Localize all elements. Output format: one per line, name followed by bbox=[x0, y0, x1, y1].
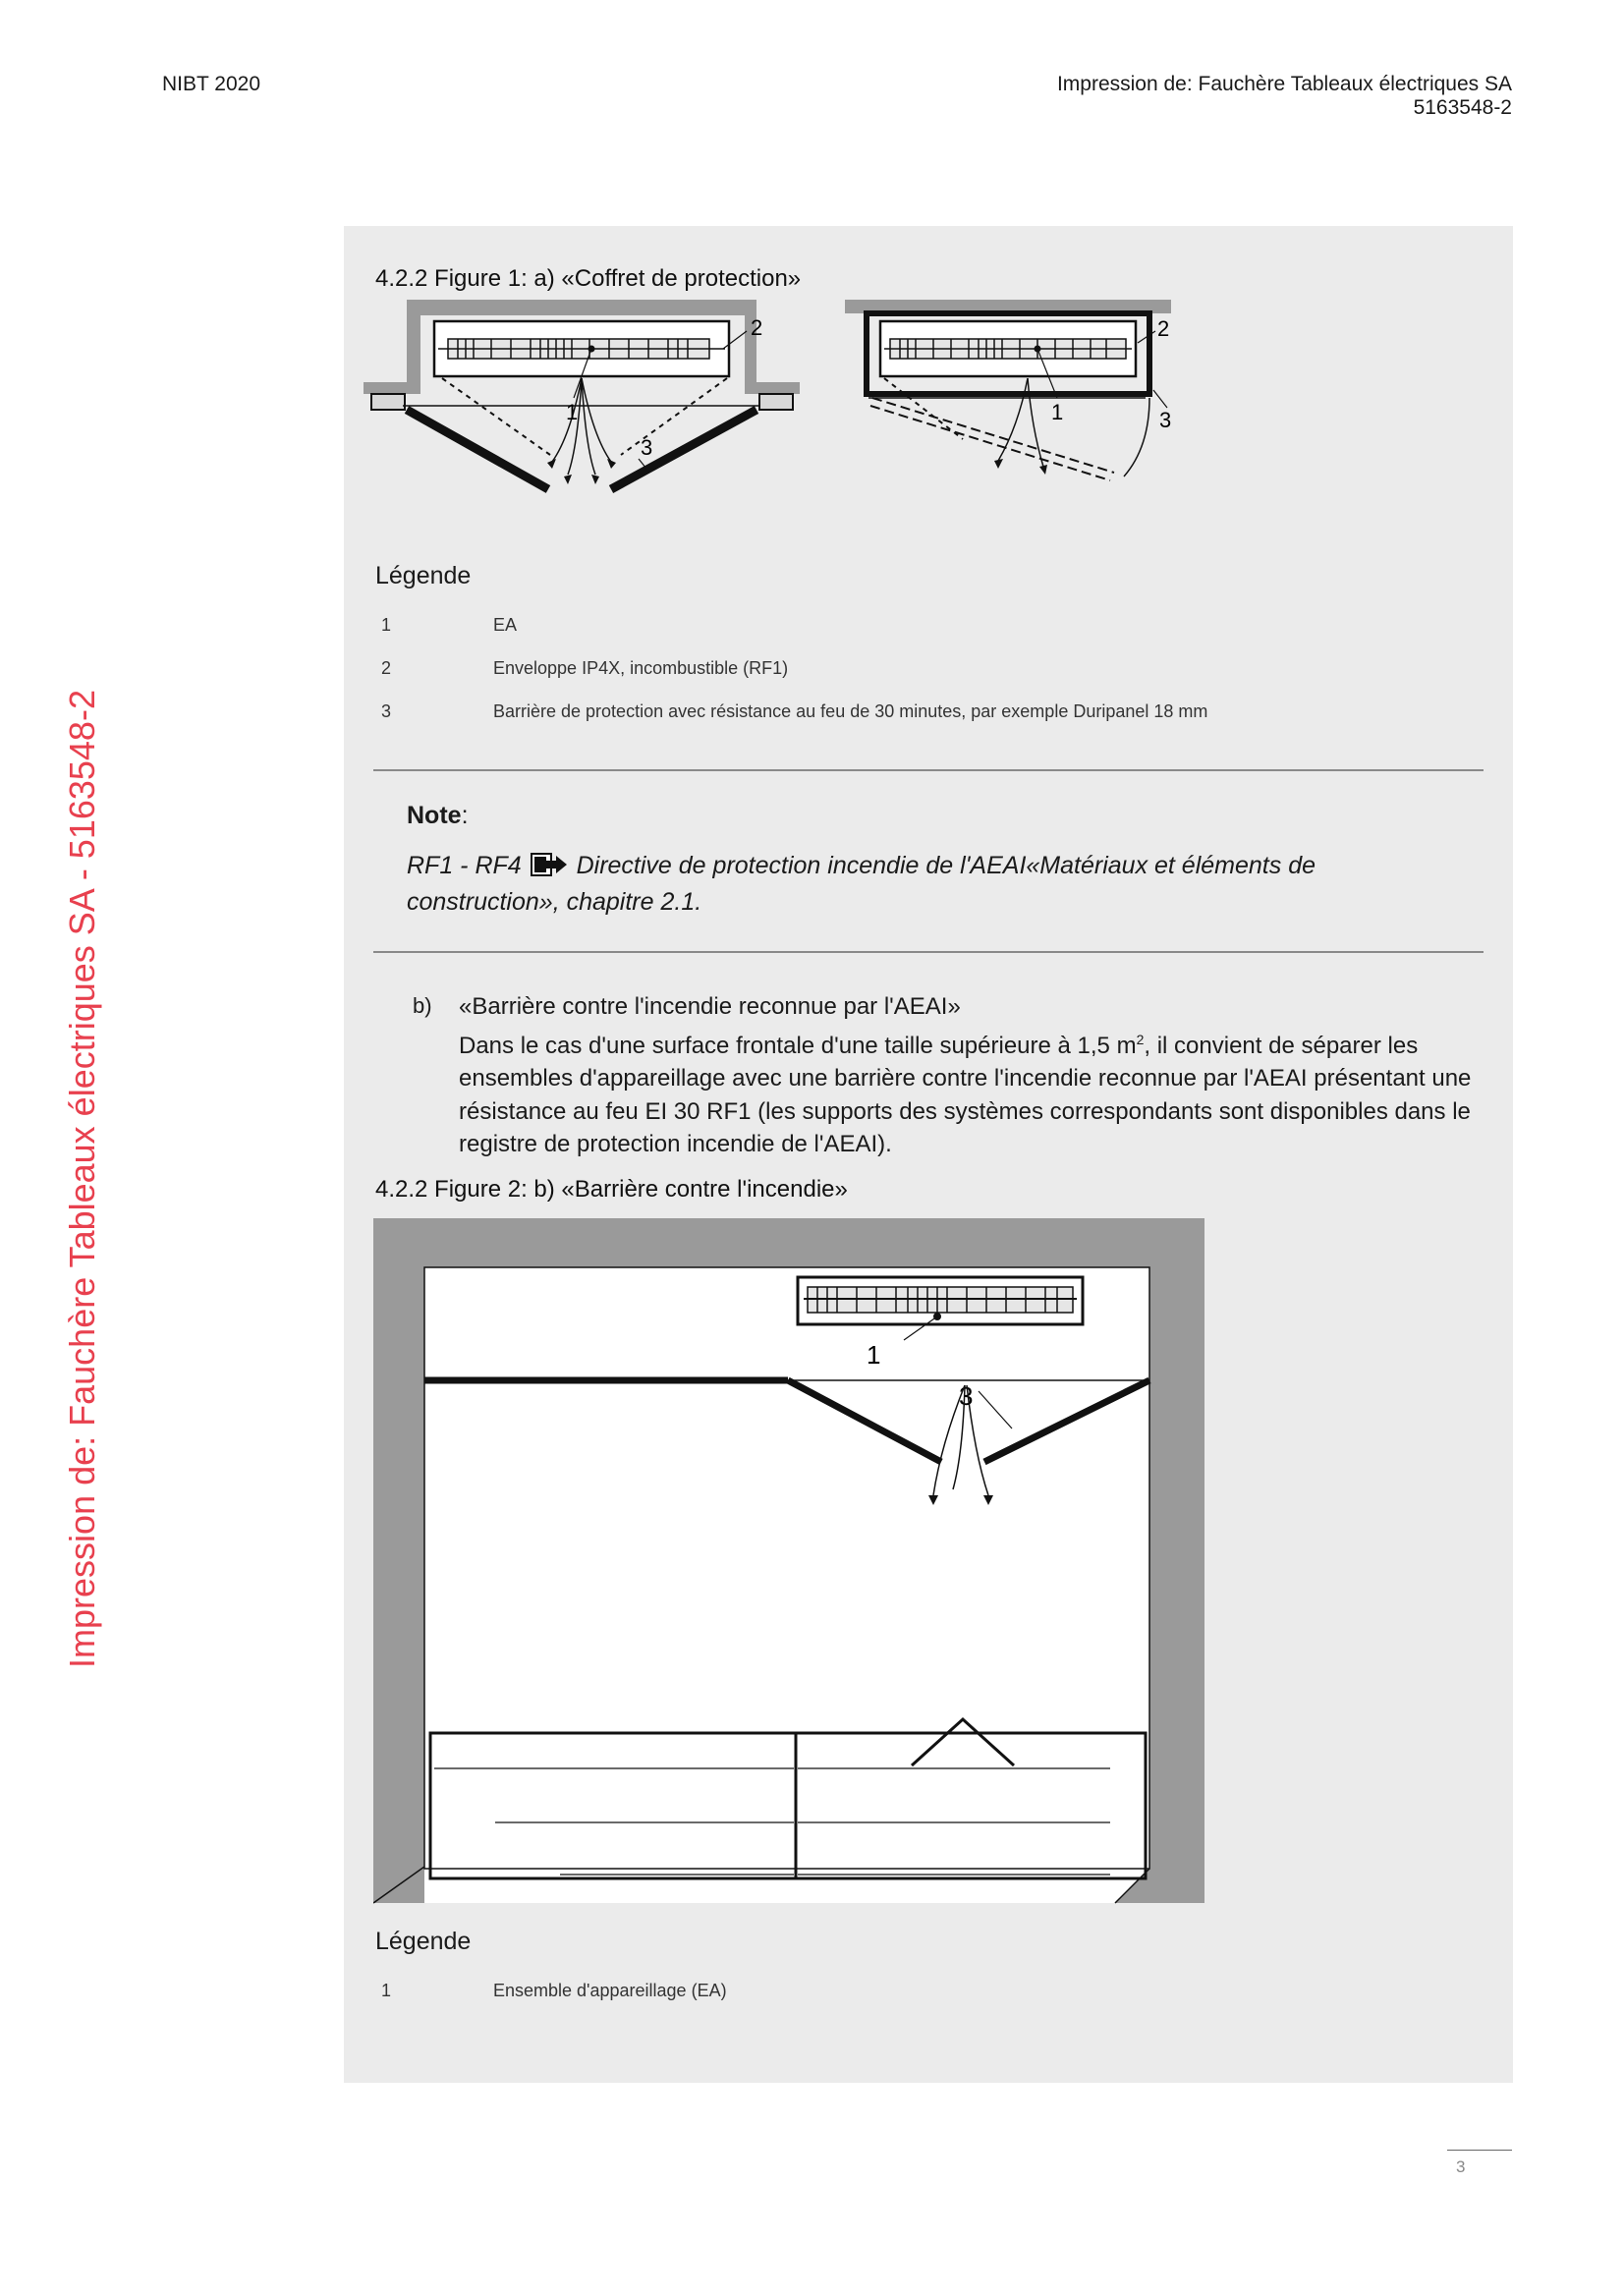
section-b-body: Dans le cas d'une surface frontale d'une taille supérieure à 1,5 $m^2$, il convient de séparer les ensembles d'appareillage avec une barrière contre l'incendie reconnue par l'AEAI présentant une résistance au feu EI 30 RF1 (les supports des systèmes correspondants sont disponibles dans le registre de protection incendie de l'AEAI). bbox=[459, 1031, 1472, 1157]
section-b-text bbox=[459, 990, 1490, 1161]
frame-left bbox=[371, 394, 405, 410]
legend1-text-2: Enveloppe IP4X, incombustible (RF1) bbox=[493, 658, 789, 678]
callout-2-right: 2 bbox=[1157, 316, 1170, 341]
header-left: NIBT 2020 bbox=[162, 73, 261, 95]
note-rule-top bbox=[373, 769, 1484, 771]
content-panel bbox=[344, 226, 1513, 2083]
legend1-num-3: 3 bbox=[381, 701, 392, 721]
figure2-title: 4.2.2 Figure 2: b) «Barrière contre l'incendie» bbox=[375, 1176, 848, 1203]
figure1-diagram bbox=[364, 300, 1208, 535]
callout-3-left: 3 bbox=[641, 435, 653, 460]
frame-right bbox=[759, 394, 793, 410]
header-printed-for: Impression de: Fauchère Tableaux électriques SA bbox=[1056, 73, 1512, 95]
note-ref: RF1 - RF4 bbox=[407, 852, 522, 879]
callout-2-left: 2 bbox=[751, 315, 763, 340]
fig2-callout-3: 3 bbox=[959, 1381, 974, 1411]
section-b-title: «Barrière contre l'incendie reconnue par l'AEAI» bbox=[459, 993, 961, 1020]
header-right bbox=[1057, 73, 1512, 120]
callout-1-left: 1 bbox=[566, 400, 579, 424]
figure2-diagram bbox=[373, 1218, 1218, 1916]
callout-1-right: 1 bbox=[1051, 400, 1064, 424]
reference-arrow-icon bbox=[531, 852, 568, 885]
legend2-num-1: 1 bbox=[381, 1981, 392, 2000]
legend2-text-1: Ensemble d'appareillage (EA) bbox=[493, 1981, 727, 2000]
note-rule-bottom bbox=[373, 951, 1484, 953]
legend1-text-1: EA bbox=[493, 615, 518, 635]
legend1-num-1: 1 bbox=[381, 615, 392, 635]
page-number-rule bbox=[1447, 2150, 1512, 2151]
page-number: 3 bbox=[1456, 2157, 1466, 2176]
legend1-title: Légende bbox=[375, 562, 472, 589]
watermark-text: Impression de: Fauchère Tableaux électriques SA - 5163548-2 bbox=[62, 690, 102, 1668]
note-body bbox=[407, 849, 1350, 919]
legend1-num-2: 2 bbox=[381, 658, 392, 678]
fig2-callout-1: 1 bbox=[867, 1340, 881, 1370]
section-b-label: b) bbox=[413, 993, 432, 1018]
barrier-door-right bbox=[611, 410, 756, 489]
note-title: Note: bbox=[407, 802, 469, 829]
figure1-title: 4.2.2 Figure 1: a) «Coffret de protection» bbox=[375, 265, 802, 292]
header-document-id: 5163548-2 bbox=[1413, 96, 1512, 119]
callout-3-right: 3 bbox=[1159, 408, 1172, 432]
legend1-text-3: Barrière de protection avec résistance au feu de 30 minutes, par exemple Duripanel 18 mm bbox=[493, 701, 1208, 721]
barrier-door-left bbox=[407, 410, 548, 489]
note-text: Directive de protection incendie de l'AEAI«Matériaux et éléments de construction», chapitre 2.1. bbox=[407, 852, 1316, 916]
legend2-title: Légende bbox=[375, 1928, 472, 1955]
